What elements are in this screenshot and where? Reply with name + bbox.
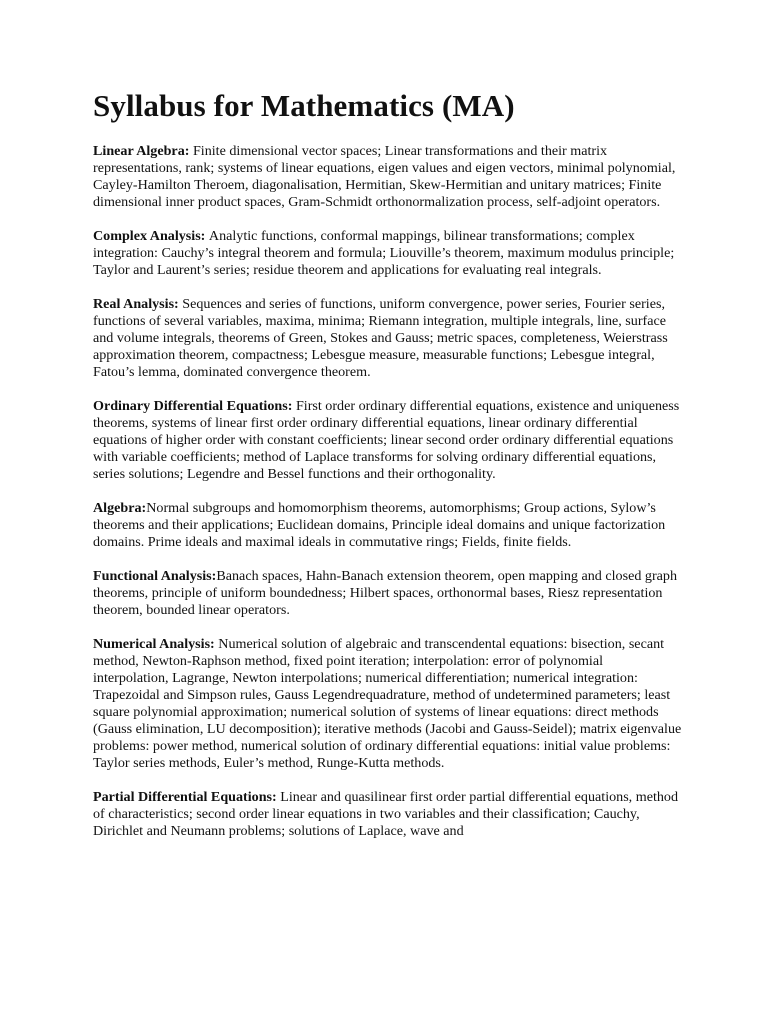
section-text: Finite dimensional vector spaces; Linear transformations and their matrix representations, rank; systems of linear equations, eigen values and eigen vectors, minimal polynomial, Cayley-Hamilton Theroem, diagonalisation, Hermitian, Skew-Hermitian and unitary matrices; Finite dimensional inner product spaces, Gram-Schmidt orthonormalization process, self-adjoint operators. [93,143,676,210]
section-heading: Ordinary Differential Equations: [93,398,296,414]
section-heading: Linear Algebra: [93,143,193,159]
page-title: Syllabus for Mathematics (MA) [93,88,515,123]
section-text: Analytic functions, conformal mappings, bilinear transformations; complex integration: Cauchy’s integral theorem and formula; Liouville’s theorem, maximum modulus principle; Taylor and Laurent’s series; residue theorem and applications for evaluating real integrals. [93,228,675,278]
section-heading: Algebra: [93,500,147,516]
section-text: First order ordinary differential equations, existence and uniqueness theorems, systems of linear first order ordinary differential equations, linear ordinary differential equations of higher order with constant coefficients; linear second order ordinary differential equations with variable coefficients; method of Laplace transforms for solving ordinary differential equations, series solutions; Legendre and Bessel functions and their orthogonality. [93,398,680,482]
section-text: Numerical solution of algebraic and transcendental equations: bisection, secant method, Newton-Raphson method, fixed point iteration; interpolation: error of polynomial interpolation, Lagrange, Newton interpolations; numerical differentiation; numerical integration: Trapezoidal and Simpson rules, Gauss Legendrequadrature, method of undetermined parameters; least square polynomial approximation; numerical solution of systems of linear equations: direct methods (Gauss elimination, LU decomposition); iterative methods (Jacobi and Gauss-Seidel); matrix eigenvalue problems: power method, numerical solution of ordinary differential equations: initial value problems: Taylor series methods, Euler’s method, Runge-Kutta methods. [93,636,682,771]
section-algebra [93,500,682,551]
section-numerical-analysis [93,636,682,772]
section-heading: Numerical Analysis: [93,636,219,652]
section-text: Banach spaces, Hahn-Banach extension theorem, open mapping and closed graph theorems, principle of uniform boundedness; Hilbert spaces, orthonormal bases, Riesz representation theorem, bounded linear operators. [93,568,677,618]
section-text: Normal subgroups and homomorphism theorems, automorphisms; Group actions, Sylow’s theorems and their applications; Euclidean domains, Principle ideal domains and unique factorization domains. Prime ideals and maximal ideals in commutative rings; Fields, finite fields. [93,500,666,550]
section-partial-differential-equations [93,789,682,840]
section-text: Linear and quasilinear first order partial differential equations, method of characteristics; second order linear equations in two variables and their classification; Cauchy, Dirichlet and Neumann problems; solutions of Laplace, wave and [93,789,679,839]
section-heading: Functional Analysis: [93,568,217,584]
section-linear-algebra [93,143,682,211]
section-heading: Real Analysis: [93,296,183,312]
section-functional-analysis [93,568,682,619]
section-complex-analysis [93,228,682,279]
section-text: Sequences and series of functions, uniform convergence, power series, Fourier series, functions of several variables, maxima, minima; Riemann integration, multiple integrals, line, surface and volume integrals, theorems of Green, Stokes and Gauss; metric spaces, completeness, Weierstrass approximation theorem, compactness; Lebesgue measure, measurable functions; Lebesgue integral, Fatou’s lemma, dominated convergence theorem. [93,296,668,380]
section-heading: Complex Analysis: [93,228,209,244]
section-heading: Partial Differential Equations: [93,789,281,805]
section-real-analysis [93,296,682,381]
section-ordinary-differential-equations [93,398,682,483]
